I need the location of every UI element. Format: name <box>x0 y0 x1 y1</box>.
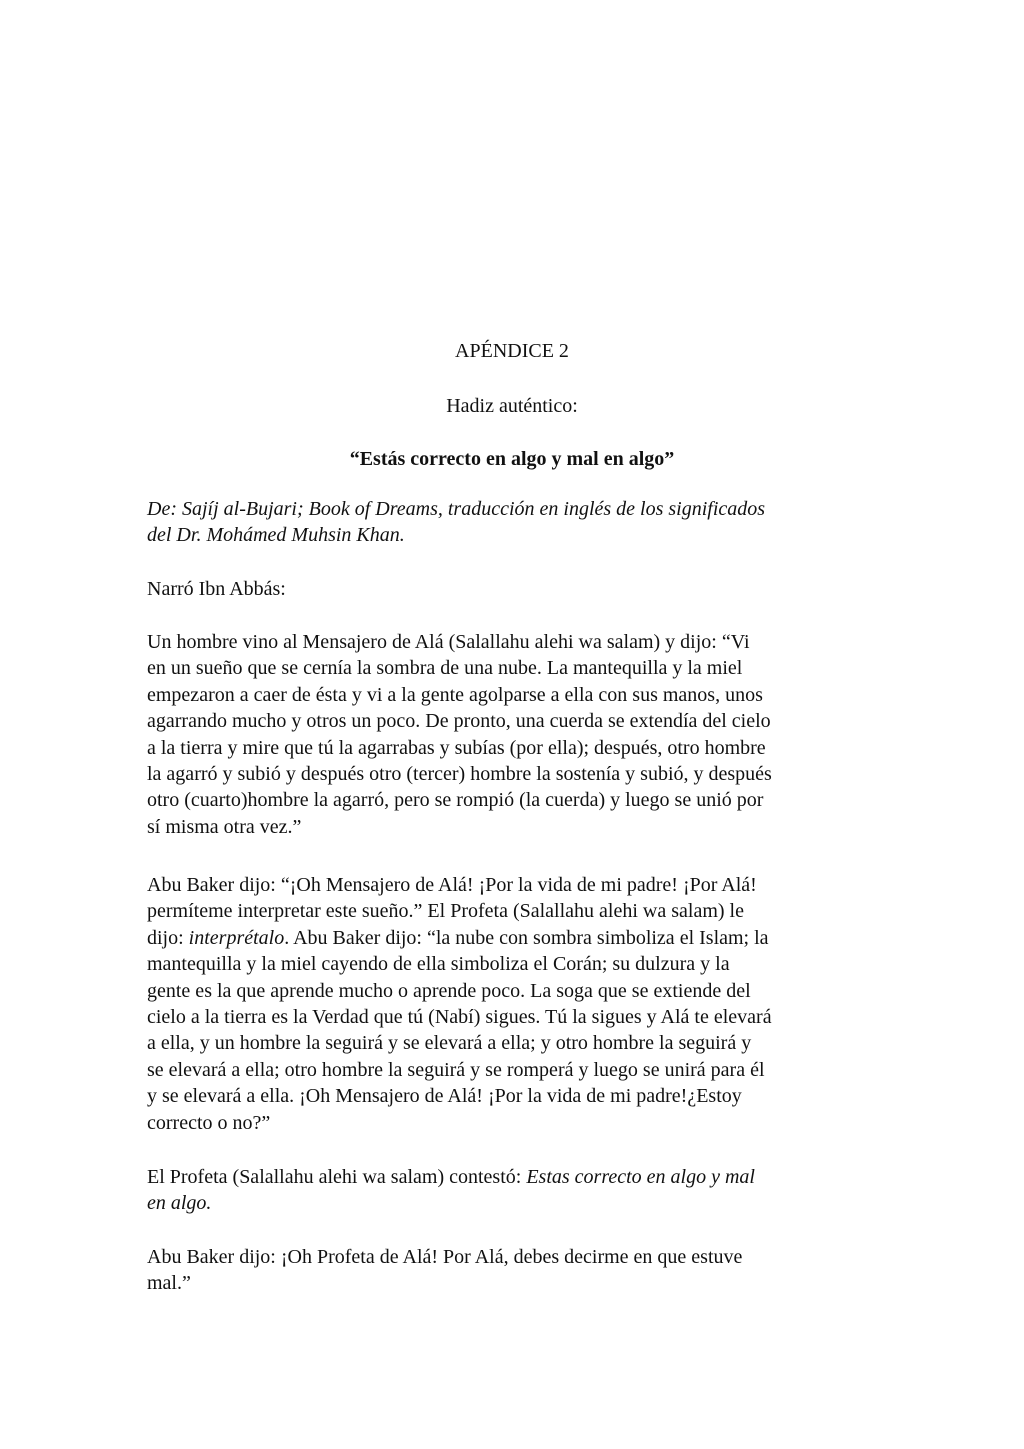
text-line: cielo a la tierra es la Verdad que tú (Nabí) sigues. Tú la sigues y Alá te elevará <box>147 1006 772 1029</box>
text-line: agarrando mucho y otros un poco. De pronto, una cuerda se extendía del cielo <box>147 710 771 733</box>
text-line: mal.” <box>147 1272 191 1295</box>
paragraph-interpretation <box>147 872 887 1136</box>
text-line: en un sueño que se cernía la sombra de una nube. La mantequilla y la miel <box>147 657 743 680</box>
appendix-title: APÉNDICE 2 <box>455 340 569 362</box>
text-line: Un hombre vino al Mensajero de Alá (Salallahu alehi wa salam) y dijo: “Vi <box>147 631 750 653</box>
source-line: De: Sajíj al-Bujari; Book of Dreams, traducción en inglés de los significados <box>147 498 766 520</box>
text-line <box>147 1164 887 1190</box>
source-citation <box>147 496 887 549</box>
paragraph-abu-baker-question <box>147 1244 887 1297</box>
italic-phrase: Estas correcto en algo y mal <box>526 1166 755 1188</box>
text-line: mantequilla y la miel cayendo de ella simboliza el Corán; su dulzura y la <box>147 953 730 976</box>
italic-word: interprétalo <box>188 926 285 949</box>
text-line: la agarró y subió y después otro (tercer) hombre la sostenía y subió, y después <box>147 763 772 786</box>
text-line: correcto o no?” <box>147 1111 271 1134</box>
italic-phrase: en algo. <box>147 1192 212 1215</box>
text-line <box>147 1190 887 1216</box>
text-line: se elevará a ella; otro hombre la seguirá y se romperá y luego se unirá para él <box>147 1058 765 1081</box>
text-segment: . Abu Baker dijo: “la nube con sombra simboliza el Islam; la <box>284 926 769 949</box>
paragraph-dream <box>147 629 887 840</box>
text-line: y se elevará a ella. ¡Oh Mensajero de Alá! ¡Por la vida de mi padre!¿Estoy <box>147 1085 742 1108</box>
paragraph-prophet-answer <box>147 1164 887 1217</box>
text-line <box>147 925 887 951</box>
hadiz-label: Hadiz auténtico: <box>446 395 578 417</box>
source-line: del Dr. Mohámed Muhsin Khan. <box>147 524 405 547</box>
text-line: empezaron a caer de ésta y vi a la gente agolparse a ella con sus manos, unos <box>147 683 763 706</box>
text-line: Abu Baker dijo: “¡Oh Mensajero de Alá! ¡Por la vida de mi padre! ¡Por Alá! <box>147 874 757 896</box>
text-line: gente es la que aprende mucho o aprende poco. La soga que se extiende del <box>147 979 751 1002</box>
text-line: otro (cuarto)hombre la agarró, pero se rompió (la cuerda) y luego se unió por <box>147 789 764 812</box>
text-line: a ella, y un hombre la seguirá y se elevará a ella; y otro hombre la seguirá y <box>147 1032 752 1055</box>
narrator-line: Narró Ibn Abbás: <box>147 578 286 600</box>
text-line: sí misma otra vez.” <box>147 815 302 838</box>
text-line: permíteme interpretar este sueño.” El Profeta (Salallahu alehi wa salam) le <box>147 900 744 923</box>
hadiz-title: “Estás correcto en algo y mal en algo” <box>349 448 675 470</box>
text-segment: dijo: <box>147 926 189 949</box>
text-line: a la tierra y mire que tú la agarrabas y subías (por ella); después, otro hombre <box>147 736 766 759</box>
text-segment: El Profeta (Salallahu alehi wa salam) contestó: <box>147 1166 527 1188</box>
text-line: Abu Baker dijo: ¡Oh Profeta de Alá! Por Alá, debes decirme en que estuve <box>147 1246 743 1268</box>
